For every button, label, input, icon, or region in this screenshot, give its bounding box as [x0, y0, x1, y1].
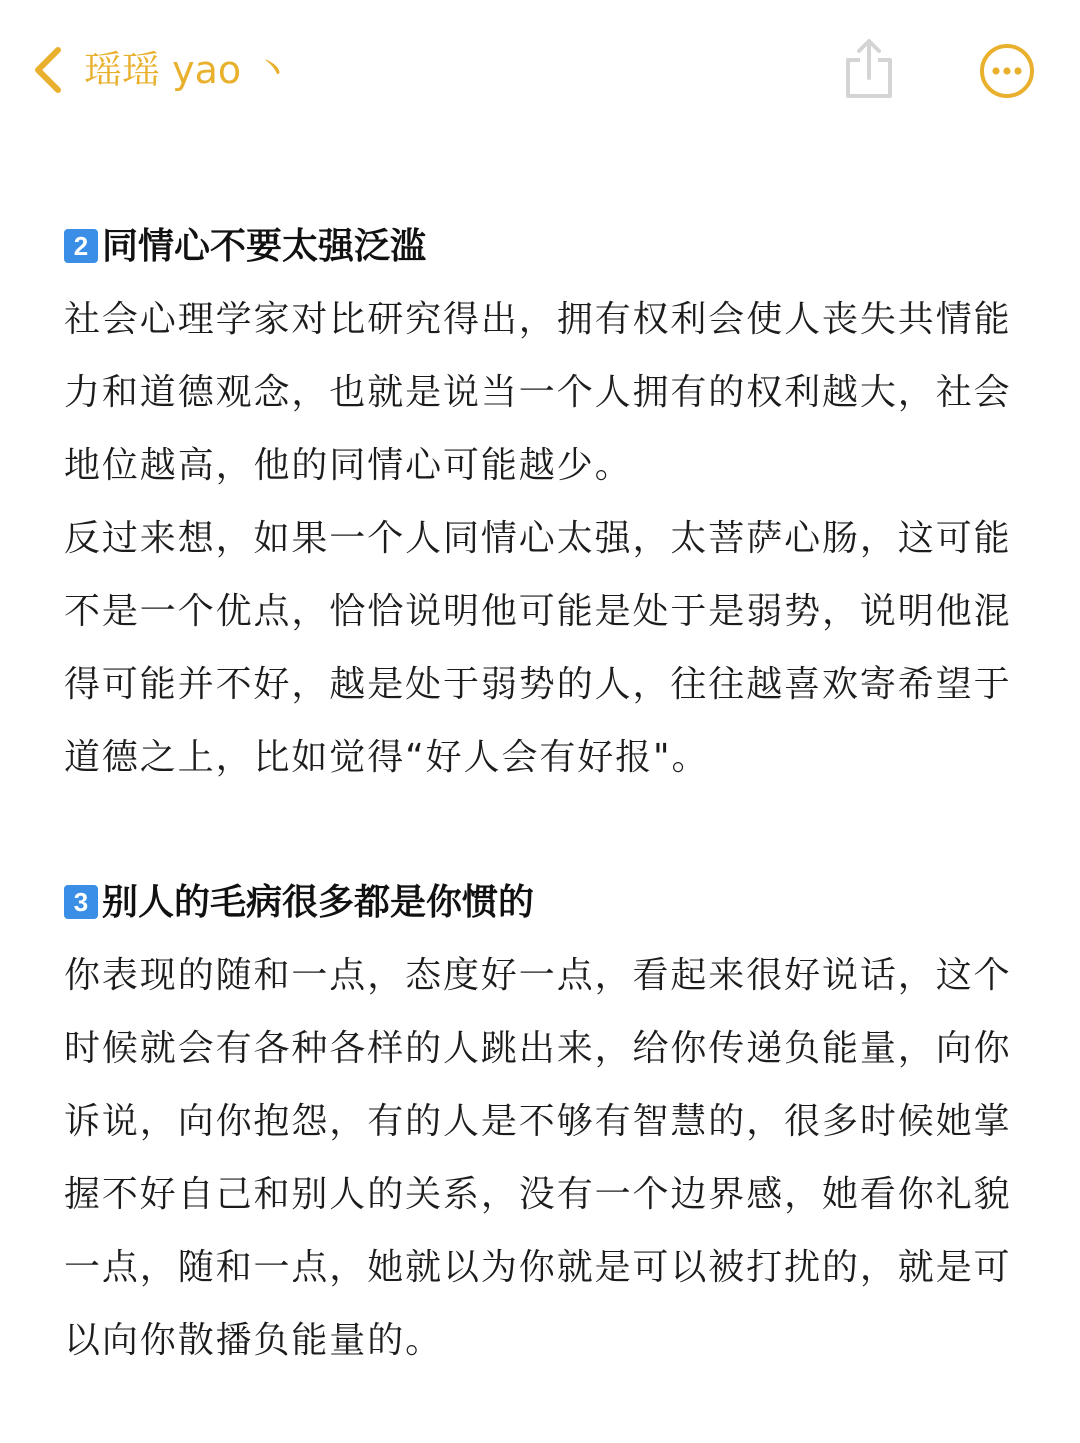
back-button[interactable]	[28, 44, 72, 96]
section-spacer	[64, 794, 1024, 867]
author-name[interactable]: 瑶瑶 yao 丶	[84, 48, 292, 92]
number-badge-icon: 2	[64, 229, 98, 263]
section-2	[64, 211, 1024, 794]
section-heading	[64, 211, 1024, 283]
top-navigation-bar	[0, 0, 1080, 140]
share-button[interactable]	[840, 36, 898, 102]
chevron-left-icon	[28, 44, 72, 96]
more-icon	[978, 42, 1036, 100]
paragraph: 反过来想，如果一个人同情心太强，太菩萨心肠，这可能不是一个优点，恰恰说明他可能是处于是弱势，说明他混得可能并不好，越是处于弱势的人，往往越喜欢寄希望于道德之上，比如觉得“好人会有好报"。	[64, 518, 1012, 778]
paragraph: 社会心理学家对比研究得出，拥有权利会使人丧失共情能力和道德观念，也就是说当一个人拥有的权利越大，社会地位越高，他的同情心可能越少。	[64, 299, 1012, 486]
number-badge-icon: 3	[64, 885, 98, 919]
note-content	[64, 211, 1024, 1377]
paragraph: 你表现的随和一点，态度好一点，看起来很好说话，这个时候就会有各种各样的人跳出来，给你传递负能量，向你诉说，向你抱怨，有的人是不够有智慧的，很多时候她掌握不好自己和别人的关系，没有一个边界感，她看你礼貌一点，随和一点，她就以为你就是可以被打扰的，就是可以向你散播负能量的。	[64, 955, 1012, 1361]
share-icon	[840, 36, 898, 102]
section-3	[64, 867, 1024, 1377]
section-heading	[64, 867, 1024, 939]
section-title: 别人的毛病很多都是你惯的	[102, 882, 535, 923]
more-options-button[interactable]	[978, 42, 1036, 100]
section-title: 同情心不要太强泛滥	[102, 226, 427, 267]
